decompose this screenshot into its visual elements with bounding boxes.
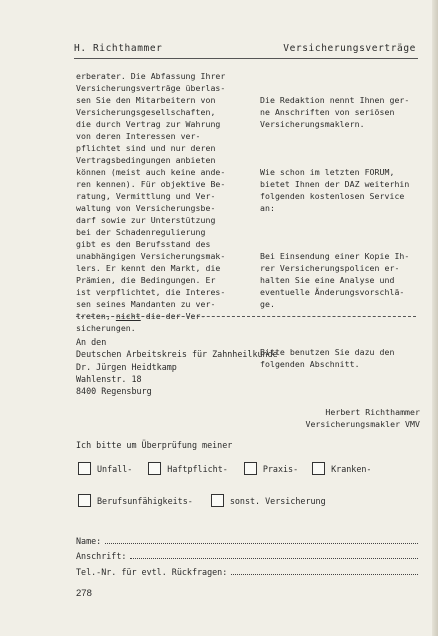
checkbox[interactable] (211, 494, 224, 507)
header-author: H. Richthammer (74, 43, 163, 54)
option-disability[interactable] (78, 494, 193, 507)
checkbox-row-1 (78, 462, 371, 475)
option-other-insurance[interactable] (211, 494, 326, 507)
checkbox-label: sonst. Versicherung (229, 495, 326, 506)
paragraph-analysis: Bei Einsendung einer Kopie Ih- rer Versicherungspolicen er- halten Sie eine Analyse und eventuelle Änderungsvorschlä- ge. (260, 251, 410, 309)
checkbox[interactable] (78, 462, 91, 475)
address-label: Anschrift: (76, 551, 127, 561)
recipient-address: An den Deutschen Arbeitskreis für Zahnheilkunde Dr. Jürgen Heidtkamp Wahlenstr. 18 (76, 337, 278, 384)
address-field-row (76, 550, 418, 561)
page-number: 278 (76, 588, 92, 599)
name-field-row (76, 535, 418, 546)
paragraph-editorial-note: Die Redaktion nennt Ihnen ger- ne Anschriften von seriösen Versicherungsmaklern. (260, 95, 410, 129)
header-title: Versicherungsverträge (283, 43, 416, 54)
left-text-part-1: erberater. Die Abfassung Ihrer Versicherungsverträge überlas- sen Sie den Mitarbeitern von Versicherungsgesellschaften, die durch Vertrag zur Wahrung von deren Interessen ver- pflichtet sind und nur deren Vertragsbedingungen anbieten können (meist auch keine ande- ren kennen). Für objektive Be- ratung, Vermittlung und Ver- waltung von Versicherungsbe- darf sowie zur Unterstützung bei der Schadenregulierung gibt es den Berufsstand des unabhängigen Versicherungsmak- lers. Er kennt den Markt, die Prämien, die Bedingungen. Er ist verpflichtet, die Interes- sen seines Mandanten zu ver- treten, (76, 71, 226, 321)
name-field[interactable] (105, 535, 418, 544)
checkbox[interactable] (148, 462, 161, 475)
option-health[interactable] (312, 462, 371, 475)
name-label: Name: (76, 536, 102, 546)
header-rule (74, 58, 418, 59)
phone-field-row (76, 566, 418, 577)
request-text: Ich bitte um Überprüfung meiner (76, 440, 233, 450)
address-field[interactable] (130, 550, 418, 559)
left-text-part-2: die der Ver- sicherungen. (76, 311, 206, 333)
checkbox-row-2 (78, 494, 326, 507)
option-practice[interactable] (244, 462, 298, 475)
option-liability[interactable] (148, 462, 228, 475)
checkbox-label: Haftpflicht- (167, 463, 228, 474)
checkbox[interactable] (78, 494, 91, 507)
checkbox[interactable] (244, 462, 257, 475)
underlined-word: nicht (115, 311, 141, 321)
checkbox-label: Kranken- (331, 463, 372, 474)
recipient-city: 8400 Regensburg (76, 386, 152, 396)
paragraph-instruction: Bitte benutzen Sie dazu den folgenden Abschnitt. (260, 347, 395, 369)
cut-line (76, 316, 416, 317)
phone-field[interactable] (231, 566, 418, 575)
checkbox[interactable] (312, 462, 325, 475)
right-text-column (260, 70, 420, 466)
running-header (74, 43, 416, 54)
checkbox-label: Unfall- (97, 463, 133, 474)
checkbox-label: Praxis- (262, 463, 299, 474)
phone-label: Tel.-Nr. für evtl. Rückfragen: (76, 567, 228, 577)
option-accident[interactable] (78, 462, 132, 475)
signature: Herbert Richthammer Versicherungsmakler VMV (305, 407, 420, 429)
checkbox-label: Berufsunfähigkeits- (97, 495, 193, 506)
left-text-column (76, 70, 254, 334)
paragraph-service-offer: Wie schon im letzten FORUM, bietet Ihnen der DAZ weiterhin folgenden kostenlosen Service an: (260, 167, 410, 213)
